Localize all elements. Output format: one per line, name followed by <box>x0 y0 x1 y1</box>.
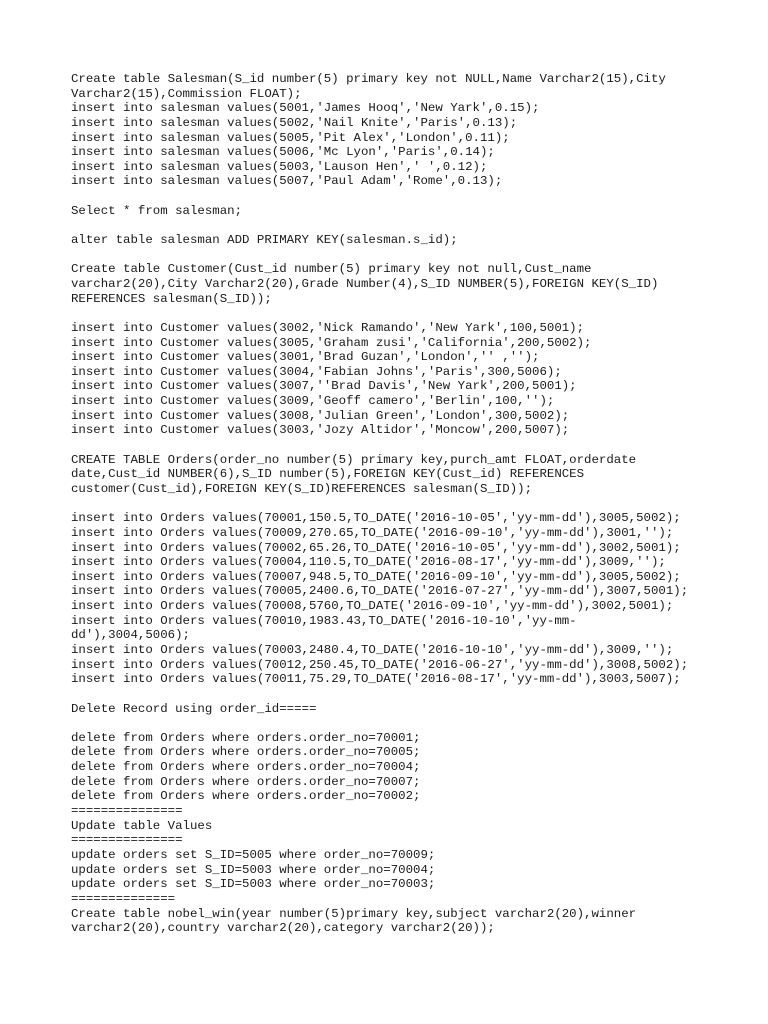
code-line: insert into Orders values(70001,150.5,TO_DATE('2016-10-05','yy-mm-dd'),3005,5002); <box>71 511 681 526</box>
blank-line <box>71 497 711 512</box>
code-line: delete from Orders where orders.order_no=70001; <box>71 730 421 745</box>
code-line: delete from Orders where orders.order_no=70007; <box>71 774 421 789</box>
code-line: Delete Record using order_id===== <box>71 701 317 716</box>
code-line: insert into salesman values(5005,'Pit Alex','London',0.11); <box>71 130 510 145</box>
code-line: insert into salesman values(5002,'Nail Knite','Paris',0.13); <box>71 115 518 130</box>
code-line: alter table salesman ADD PRIMARY KEY(salesman.s_id); <box>71 233 458 248</box>
blank-line <box>71 218 711 233</box>
code-line: Varchar2(15),Commission FLOAT); <box>71 86 302 101</box>
code-line: CREATE TABLE Orders(order_no number(5) primary key,purch_amt FLOAT,orderdate <box>71 452 637 467</box>
code-line: insert into Orders values(70009,270.65,TO_DATE('2016-09-10','yy-mm-dd'),3001,''); <box>71 525 674 540</box>
code-line: update orders set S_ID=5005 where order_no=70009; <box>71 847 436 862</box>
code-line: date,Cust_id NUMBER(6),S_ID number(5),FOREIGN KEY(Cust_id) REFERENCES <box>71 467 585 482</box>
code-line: Select * from salesman; <box>71 203 243 218</box>
code-line: insert into Orders values(70012,250.45,TO_DATE('2016-06-27','yy-mm-dd'),3008,5002); <box>71 657 689 672</box>
code-line: delete from Orders where orders.order_no=70005; <box>71 745 421 760</box>
code-line: varchar2(20),City Varchar2(20),Grade Number(4),S_ID NUMBER(5),FOREIGN KEY(S_ID) <box>71 276 659 291</box>
sql-script-text <box>71 72 711 936</box>
code-line: dd'),3004,5006); <box>71 628 190 643</box>
code-line: customer(Cust_id),FOREIGN KEY(S_ID)REFERENCES salesman(S_ID)); <box>71 481 533 496</box>
code-line: insert into Orders values(70008,5760,TO_DATE('2016-09-10','yy-mm-dd'),3002,5001); <box>71 599 674 614</box>
code-line: insert into salesman values(5001,'James Hooq','New Yark',0.15); <box>71 101 540 116</box>
code-line: insert into salesman values(5007,'Paul Adam','Rome',0.13); <box>71 174 503 189</box>
blank-line <box>71 716 711 731</box>
code-line: insert into Orders values(70004,110.5,TO_DATE('2016-08-17','yy-mm-dd'),3009,''); <box>71 555 666 570</box>
code-line: Update table Values <box>71 818 213 833</box>
code-line: insert into Orders values(70011,75.29,TO_DATE('2016-08-17','yy-mm-dd'),3003,5007); <box>71 672 681 687</box>
code-line: insert into salesman values(5006,'Mc Lyon','Paris',0.14); <box>71 145 495 160</box>
code-line: Create table Customer(Cust_id number(5) primary key not null,Cust_name <box>71 262 592 277</box>
code-line: update orders set S_ID=5003 where order_no=70004; <box>71 862 436 877</box>
code-line: insert into Customer values(3009,'Geoff camero','Berlin',100,''); <box>71 394 555 409</box>
code-line: insert into Orders values(70005,2400.6,TO_DATE('2016-07-27','yy-mm-dd'),3007,5001); <box>71 584 689 599</box>
code-line: =============== <box>71 804 183 819</box>
code-line: delete from Orders where orders.order_no=70004; <box>71 760 421 775</box>
code-line: insert into Orders values(70007,948.5,TO_DATE('2016-09-10','yy-mm-dd'),3005,5002); <box>71 569 681 584</box>
code-line: REFERENCES salesman(S_ID)); <box>71 291 272 306</box>
code-line: insert into Customer values(3001,'Brad Guzan','London','' ,''); <box>71 350 540 365</box>
code-line: insert into salesman values(5003,'Lauson Hen',' ',0.12); <box>71 159 488 174</box>
blank-line <box>71 306 711 321</box>
code-line: insert into Customer values(3008,'Julian Green','London',300,5002); <box>71 408 570 423</box>
code-line: ============== <box>71 891 176 906</box>
code-line: insert into Customer values(3003,'Jozy Altidor','Moncow',200,5007); <box>71 423 570 438</box>
code-line: insert into Orders values(70003,2480.4,TO_DATE('2016-10-10','yy-mm-dd'),3009,''); <box>71 642 674 657</box>
code-line: Create table Salesman(S_id number(5) primary key not NULL,Name Varchar2(15),City <box>71 72 666 86</box>
blank-line <box>71 248 711 263</box>
code-line: varchar2(20),country varchar2(20),category varchar2(20)); <box>71 921 495 936</box>
blank-line <box>71 438 711 453</box>
code-line: insert into Orders values(70002,65.26,TO_DATE('2016-10-05','yy-mm-dd'),3002,5001); <box>71 540 681 555</box>
code-line: delete from Orders where orders.order_no=70002; <box>71 789 421 804</box>
code-line: =============== <box>71 833 183 848</box>
code-line: insert into Customer values(3005,'Graham zusi','California',200,5002); <box>71 335 592 350</box>
code-line: insert into Customer values(3007,''Brad Davis','New Yark',200,5001); <box>71 379 577 394</box>
code-line: Create table nobel_win(year number(5)primary key,subject varchar2(20),winner <box>71 906 637 921</box>
code-line: insert into Customer values(3004,'Fabian Johns','Paris',300,5006); <box>71 364 562 379</box>
blank-line <box>71 687 711 702</box>
code-line: insert into Customer values(3002,'Nick Ramando','New Yark',100,5001); <box>71 320 585 335</box>
code-line: insert into Orders values(70010,1983.43,TO_DATE('2016-10-10','yy-mm- <box>71 613 577 628</box>
code-line: update orders set S_ID=5003 where order_no=70003; <box>71 877 436 892</box>
blank-line <box>71 189 711 204</box>
